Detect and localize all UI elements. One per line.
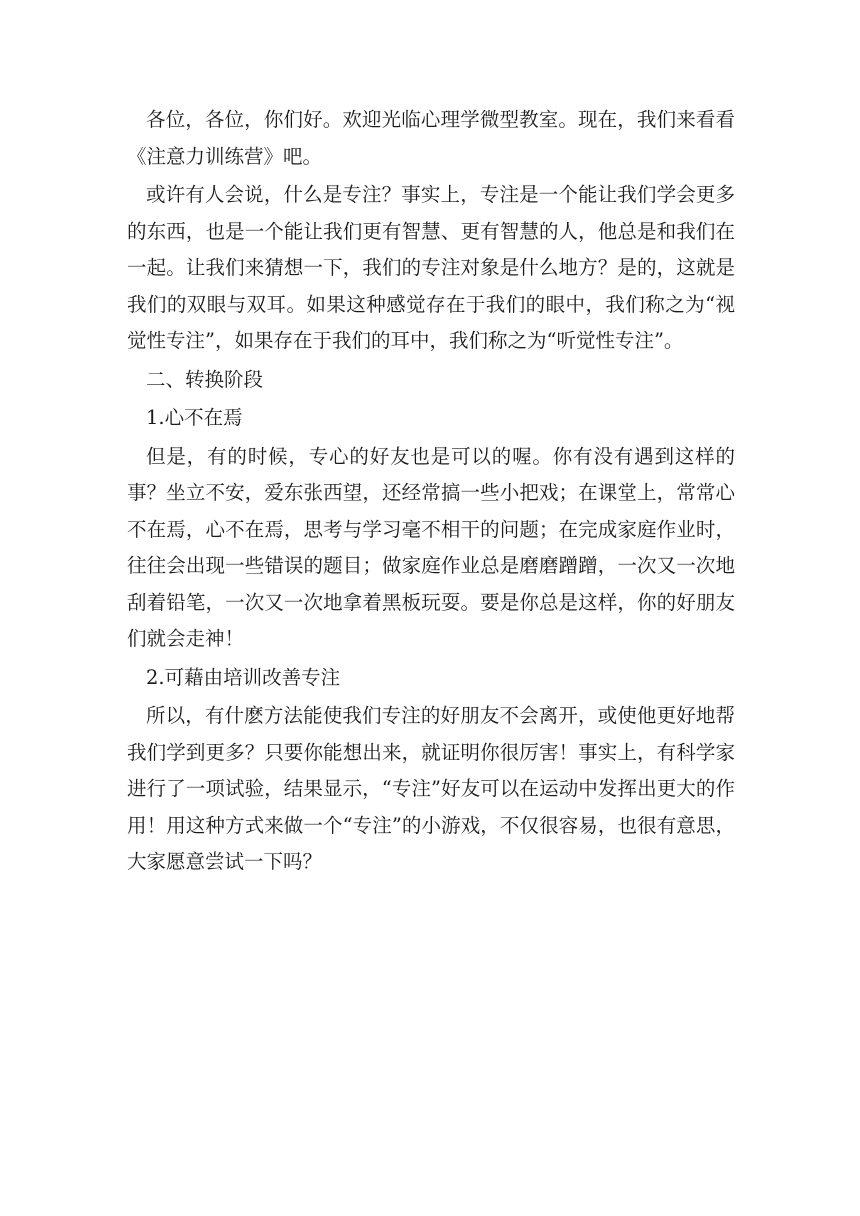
document-body [127, 102, 735, 883]
paragraph-training-experiment: 所以，有什麽方法能使我们专注的好朋友不会离开，或使他更好地帮我们学到更多？只要你能想出来，就证明你很厉害！事实上，有科学家进行了一项试验，结果显示，“专注”好友可以在运动中发挥出更大的作用！用这种方式来做一个“专注”的小游戏，不仅很容易，也很有意思，大家愿意尝试一下吗？ [127, 704, 735, 873]
paragraph-greeting: 各位，各位，你们好。欢迎光临心理学微型教室。现在，我们来看看《注意力训练营》吧。 [127, 108, 735, 168]
subheading-distracted: 1.心不在焉 [146, 406, 243, 429]
paragraph-distraction-examples: 但是，有的时候，专心的好友也是可以的喔。你有没有遇到这样的事？坐立不安，爱东张西望，还经常搞一些小把戏；在课堂上，常常心不在焉，心不在焉，思考与学习毫不相干的问题；在完成家庭作业时，往往会出现一些错误的题目；做家庭作业总是磨磨蹭蹭，一次又一次地刮着铅笔，一次又一次地拿着黑板玩耍。要是你总是这样，你的好朋友们就会走神！ [127, 444, 735, 650]
paragraph-what-is-focus: 或许有人会说，什么是专注？事实上，专注是一个能让我们学会更多的东西，也是一个能让我们更有智慧、更有智慧的人，他总是和我们在一起。让我们来猜想一下，我们的专注对象是什么地方？是的，这就是我们的双眼与双耳。如果这种感觉存在于我们的眼中，我们称之为“视觉性专注”，如果存在于我们的耳中，我们称之为“听觉性专注”。 [127, 183, 735, 352]
subheading-training: 2.可藉由培训改善专注 [146, 665, 341, 689]
section-heading-transition: 二、转换阶段 [146, 367, 264, 391]
